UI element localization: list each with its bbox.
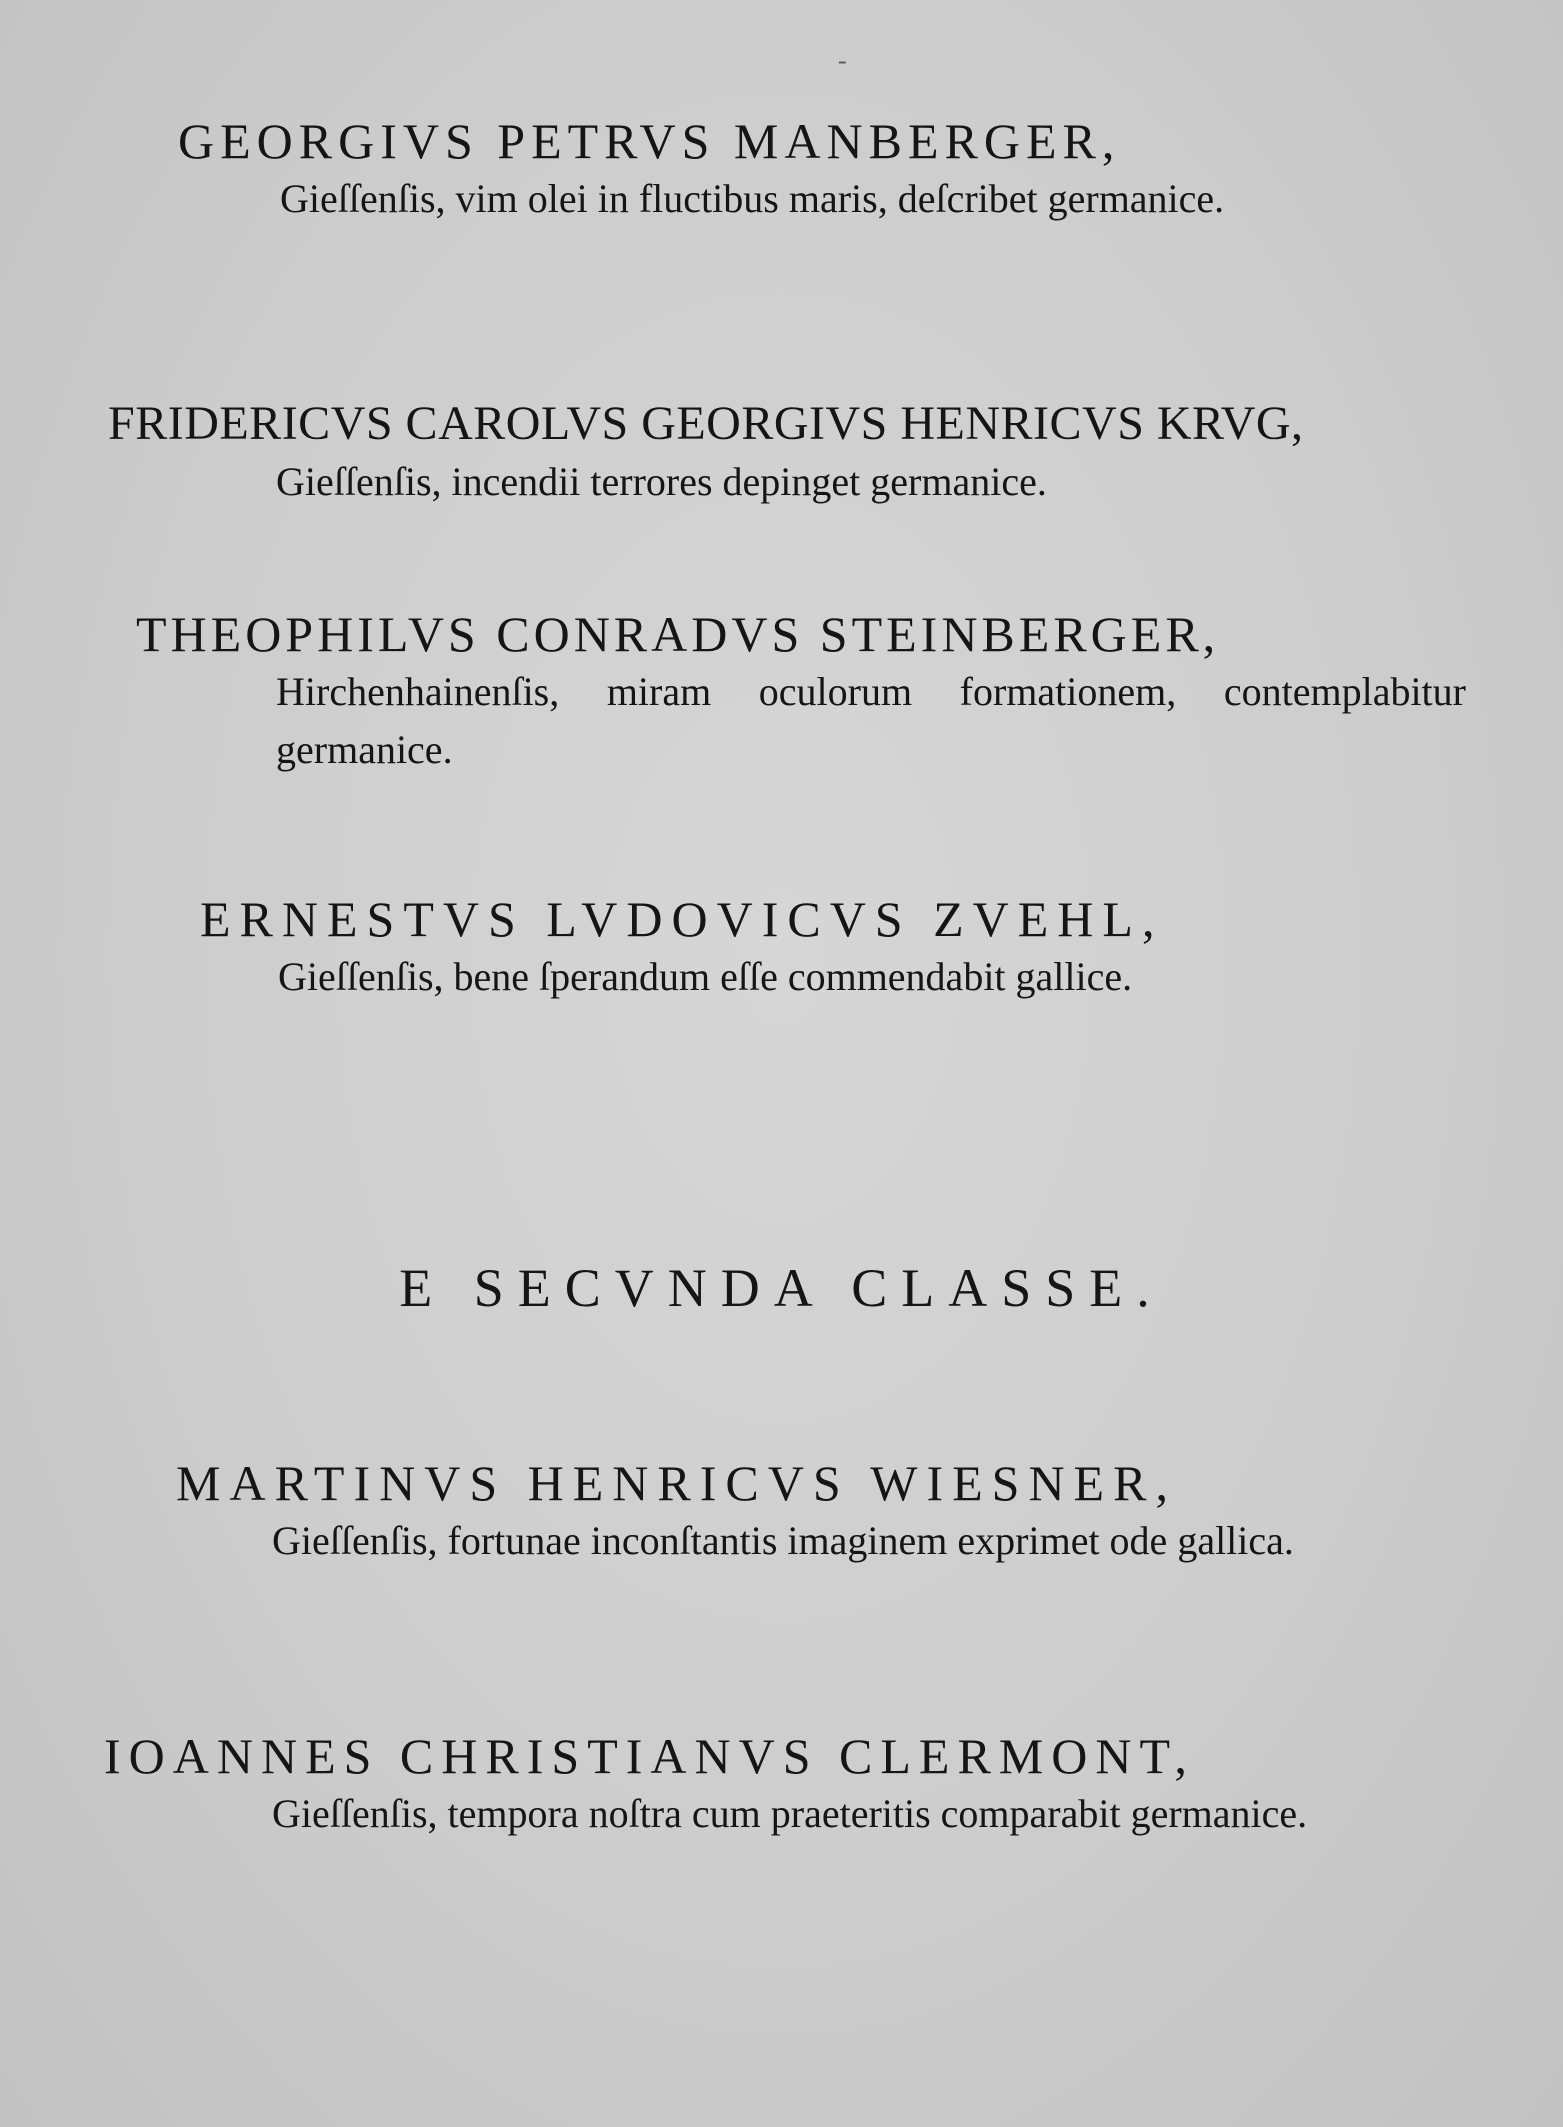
entry-name: THEOPHILVS CONRADVS STEINBERGER, — [136, 606, 1220, 662]
entry-name: FRIDERICVS CAROLVS GEORGIVS HENRICVS KRVG, — [108, 397, 1304, 450]
entry-steinberger — [136, 605, 1466, 779]
entry-description: Gieſſenſis, bene ſperandum eſſe commendabit gallice. — [278, 954, 1133, 999]
entry-description: Hirchenhainenſis, miram oculorum formationem, contemplabitur germanice. — [276, 669, 1466, 772]
entry-krug — [108, 395, 1488, 511]
entry-name: IOANNES CHRISTIANVS CLERMONT, — [104, 1728, 1195, 1784]
entry-description: Gieſſenſis, vim olei in fluctibus maris, deſcribet germanice. — [280, 176, 1225, 221]
entry-manberger — [178, 112, 1468, 228]
section-heading: E SECVNDA CLASSE. — [399, 1258, 1164, 1318]
entry-wiesner — [176, 1454, 1476, 1570]
entry-description: Gieſſenſis, incendii terrores depinget germanice. — [276, 459, 1047, 504]
entry-clermont — [104, 1727, 1454, 1843]
entry-name: MARTINVS HENRICVS WIESNER, — [176, 1455, 1177, 1511]
entry-description: Gieſſenſis, tempora noſtra cum praeteritis comparabit germanice. — [272, 1791, 1308, 1836]
entry-zvehl — [200, 890, 1380, 1006]
entry-name: GEORGIVS PETRVS MANBERGER, — [178, 113, 1121, 169]
entry-description: Gieſſenſis, fortunae inconſtantis imaginem exprimet ode gallica. — [272, 1518, 1294, 1563]
page-mark: - — [838, 46, 847, 75]
entry-name: ERNESTVS LVDOVICVS ZVEHL, — [200, 891, 1164, 947]
